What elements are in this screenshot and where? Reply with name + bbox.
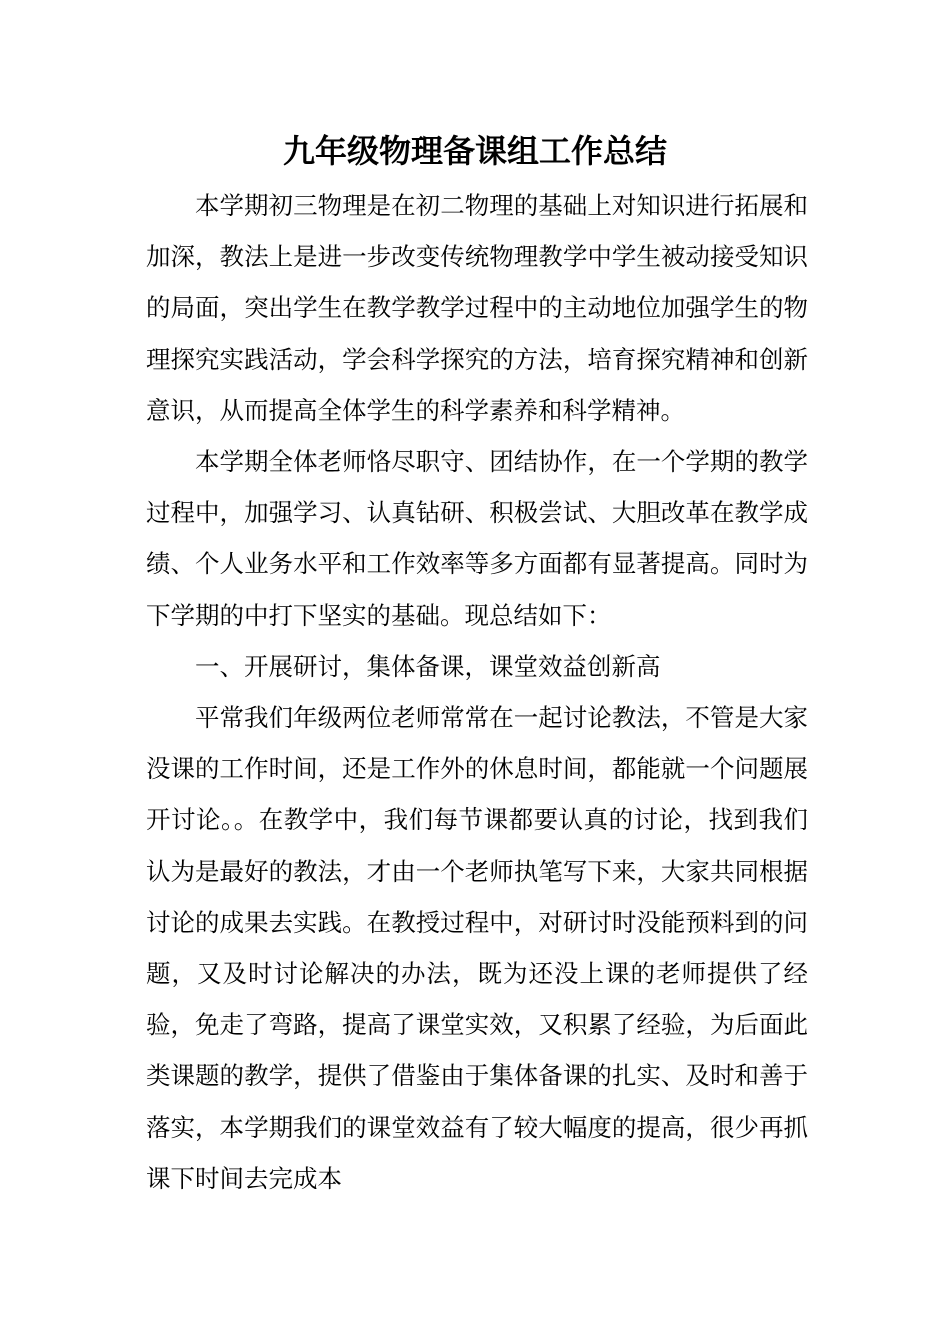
- document-title: 九年级物理备课组工作总结: [282, 132, 667, 170]
- paragraph-section-1: 平常我们年级两位老师常常在一起讨论教法，不管是大家没课的工作时间，还是工作外的休息时间，都能就一个问题展开讨论。。在教学中，我们每节课都要认真的讨论，找到我们认为是最好的教法，才由一个老师执笔写下来，大家共同根据讨论的成果去实践。在教授过程中，对研讨时没能预料到的问题，又及时讨论解决的办法，既为还没上课的老师提供了经验，免走了弯路，提高了课堂实效，又积累了经验，为后面此类课题的教学，提供了借鉴由于集体备课的扎实、及时和善于落实，本学期我们的课堂效益有了较大幅度的提高，很少再抓课下时间去完成本: [146, 703, 808, 1193]
- paragraph-summary: 本学期全体老师恪尽职守、团结协作，在一个学期的教学过程中，加强学习、认真钻研、积极尝试、大胆改革在教学成绩、个人业务水平和工作效率等多方面都有显著提高。同时为下学期的中打下坚实的基础。现总结如下：: [146, 447, 808, 630]
- paragraph-intro: 本学期初三物理是在初二物理的基础上对知识进行拓展和加深，教法上是进一步改变传统物理教学中学生被动接受知识的局面，突出学生在教学教学过程中的主动地位加强学生的物理探究实践活动，学会科学探究的方法，培育探究精神和创新意识，从而提高全体学生的科学素养和科学精神。: [146, 191, 808, 425]
- section-heading-1: 一、开展研讨，集体备课，课堂效益创新高: [195, 651, 661, 681]
- document-body: [146, 180, 808, 1204]
